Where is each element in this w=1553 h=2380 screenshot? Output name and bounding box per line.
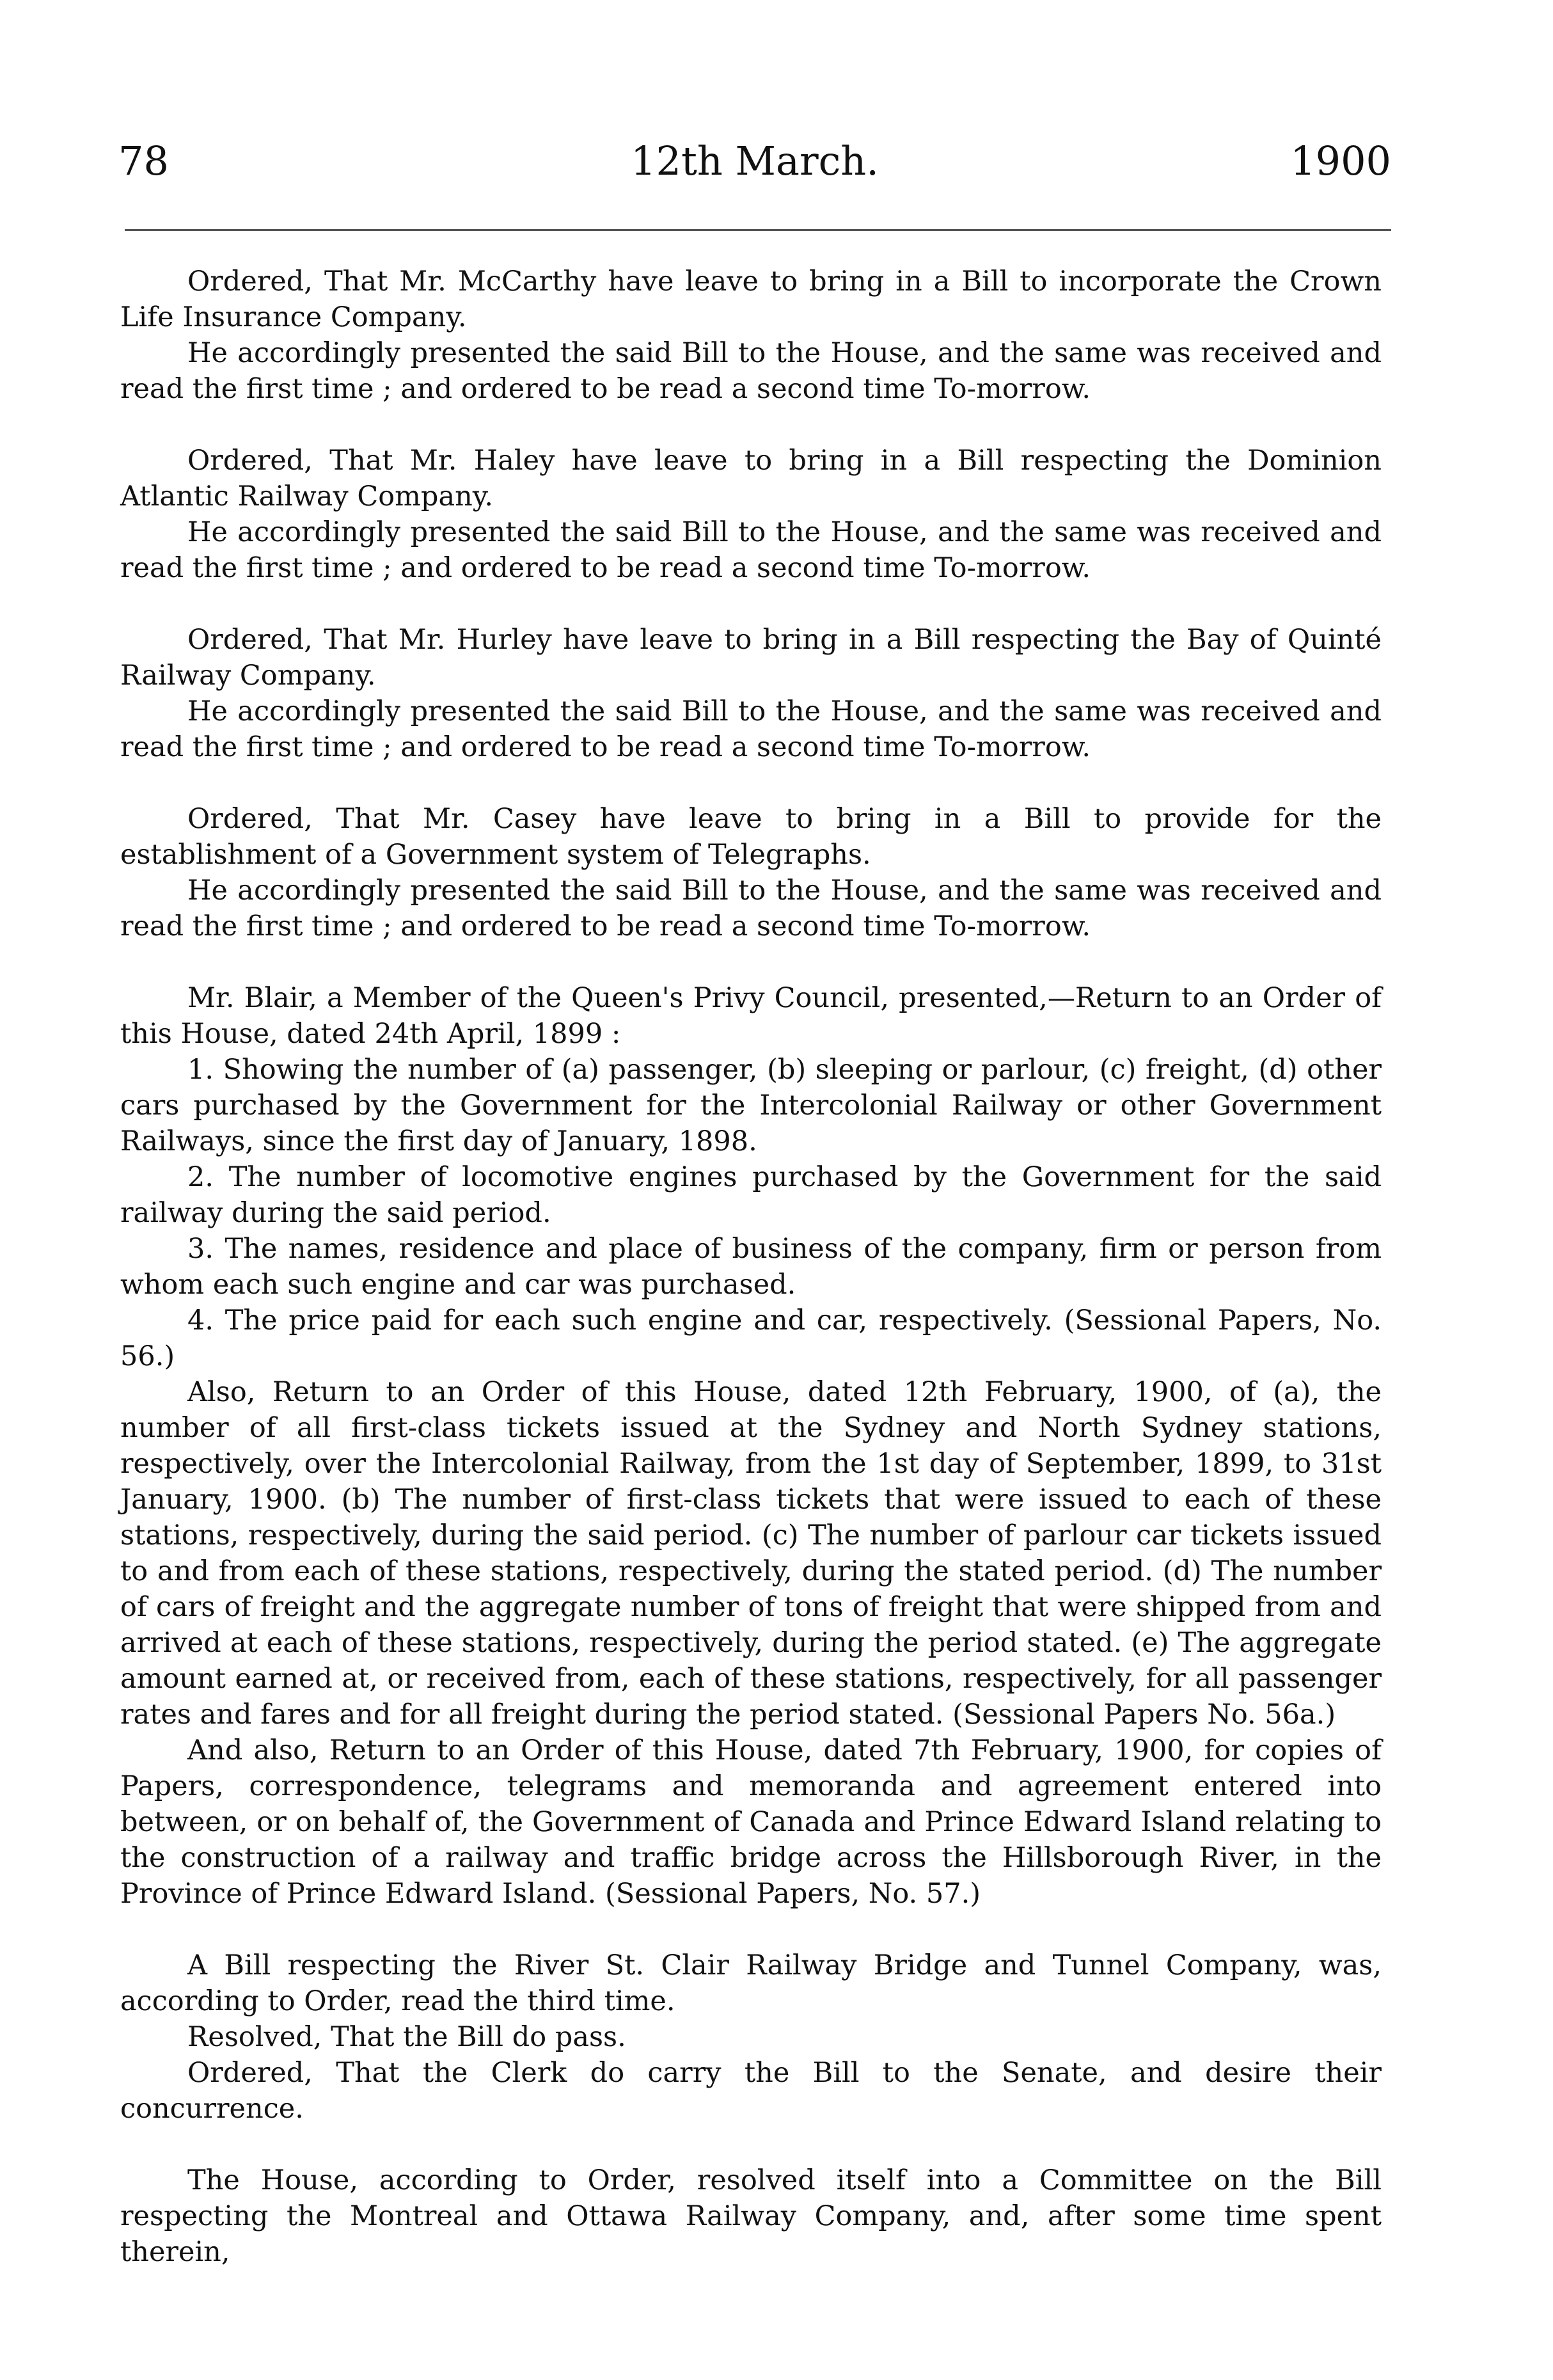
paragraph: Resolved, That the Bill do pass. bbox=[187, 2021, 626, 2053]
page-date: 12th March. bbox=[631, 138, 879, 184]
paragraph: And also, Return to an Order of this House, dated 7th February, 1900, for copies of Papers, correspondence, telegrams and memoranda and agreement entered into between, or on behalf of, the Government of Canada and Prince Edward Island relating to the construction of a railway and traffic bridge across the Hillsborough River, in the Province of Prince Edward Island. (Sessional Papers, No. 57.) bbox=[120, 1734, 1382, 1910]
paragraph: He accordingly presented the said Bill to the House, and the same was received and read the first time ; and ordered to be read a second time To-morrow. bbox=[120, 337, 1382, 405]
page-year: 1900 bbox=[1290, 138, 1391, 184]
entry-mccarthy bbox=[120, 264, 1382, 407]
paragraph: 1. Showing the number of (a) passenger, (b) sleeping or parlour, (c) freight, (d) other cars purchased by the Government for the Intercolonial Railway or other Government Railways, since the first day of January, 1898. bbox=[120, 1054, 1382, 1157]
paragraph: Ordered, That Mr. McCarthy have leave to bring in a Bill to incorporate the Crown Life Insurance Company. bbox=[120, 266, 1382, 333]
paragraph: He accordingly presented the said Bill to the House, and the same was received and read the first time ; and ordered to be read a second time To-morrow. bbox=[120, 875, 1382, 942]
paragraph: Mr. Blair, a Member of the Queen's Privy Council, presented,—Return to an Order of this House, dated 24th April, 1899 : bbox=[120, 982, 1382, 1050]
page-body bbox=[120, 264, 1382, 2306]
paragraph: Also, Return to an Order of this House, dated 12th February, 1900, of (a), the number of all first-class tickets issued at the Sydney and North Sydney stations, respectively, over the Intercolonial Railway, from the 1st day of September, 1899, to 31st January, 1900. (b) The number of first-class tickets that were issued to each of these stations, respectively, during the said period. (c) The number of parlour car tickets issued to and from each of these stations, respectively, during the stated period. (d) The number of cars of freight and the aggregate number of tons of freight that were shipped from and arrived at each of these stations, respectively, during the period stated. (e) The aggregate amount earned at, or received from, each of these stations, respectively, for all passenger rates and fares and for all freight during the period stated. (Sessional Papers No. 56a.) bbox=[120, 1376, 1382, 1731]
entry-hurley bbox=[120, 622, 1382, 765]
page-number: 78 bbox=[118, 138, 169, 184]
header-rule bbox=[125, 229, 1391, 231]
paragraph: 4. The price paid for each such engine and car, respectively. (Sessional Papers, No. 56.) bbox=[120, 1305, 1382, 1372]
paragraph: 3. The names, residence and place of business of the company, firm or person from whom each such engine and car was purchased. bbox=[120, 1233, 1382, 1301]
paragraph: Ordered, That Mr. Hurley have leave to bring in a Bill respecting the Bay of Quinté Railway Company. bbox=[120, 624, 1382, 692]
paragraph: The House, according to Order, resolved itself into a Committee on the Bill respecting the Montreal and Ottawa Railway Company, and, after some time spent therein, bbox=[120, 2164, 1382, 2268]
paragraph: A Bill respecting the River St. Clair Railway Bridge and Tunnel Company, was, according to Order, read the third time. bbox=[120, 1949, 1382, 2017]
entry-blair-returns bbox=[120, 980, 1382, 1912]
paragraph: He accordingly presented the said Bill to the House, and the same was received and read the first time ; and ordered to be read a second time To-morrow. bbox=[120, 695, 1382, 763]
paragraph: 2. The number of locomotive engines purchased by the Government for the said railway during the said period. bbox=[120, 1161, 1382, 1229]
paragraph: Ordered, That Mr. Haley have leave to bring in a Bill respecting the Dominion Atlantic Railway Company. bbox=[120, 445, 1382, 512]
page-header bbox=[118, 138, 1391, 195]
entry-haley bbox=[120, 443, 1382, 586]
paragraph: He accordingly presented the said Bill to the House, and the same was received and read the first time ; and ordered to be read a second time To-morrow. bbox=[120, 516, 1382, 584]
entry-committee bbox=[120, 2162, 1382, 2270]
entry-casey bbox=[120, 801, 1382, 944]
paragraph: Ordered, That Mr. Casey have leave to bring in a Bill to provide for the establishment of a Government system of Telegraphs. bbox=[120, 803, 1382, 871]
entry-st-clair-bill bbox=[120, 1948, 1382, 2127]
paragraph: Ordered, That the Clerk do carry the Bill to the Senate, and desire their concurrence. bbox=[120, 2057, 1382, 2125]
